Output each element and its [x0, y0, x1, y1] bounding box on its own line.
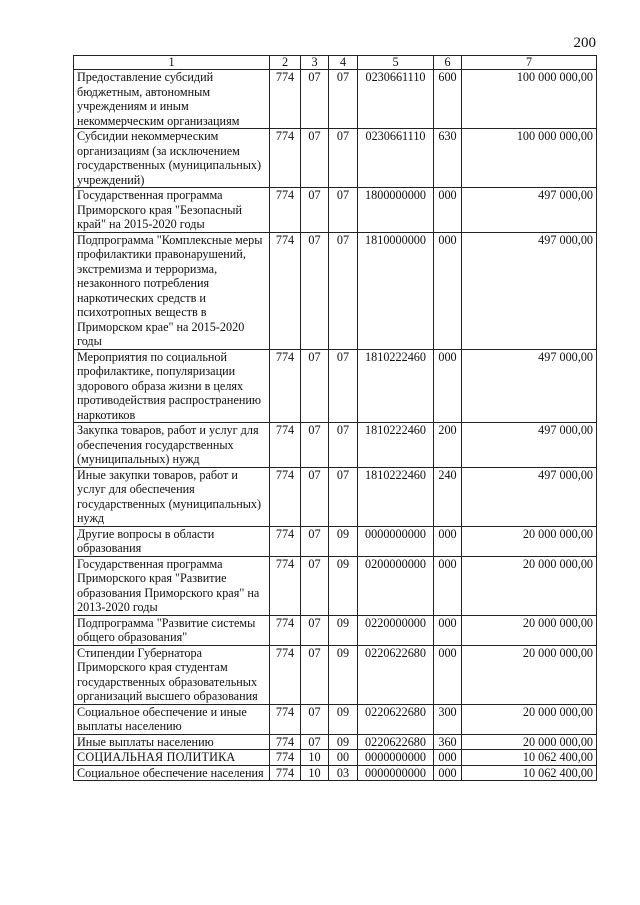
- target-article-code: 0220000000: [358, 615, 434, 645]
- subsection-code: 07: [329, 467, 358, 526]
- ministry-code: 774: [270, 704, 301, 734]
- page-number: 200: [573, 35, 596, 51]
- amount: 497 000,00: [462, 349, 597, 423]
- item-name: Социальное обеспечение населения: [74, 765, 270, 781]
- expense-type-code: 000: [434, 765, 462, 781]
- expense-type-code: 000: [434, 188, 462, 233]
- table-row: [74, 232, 597, 349]
- ministry-code: 774: [270, 526, 301, 556]
- section-code: 07: [301, 734, 329, 750]
- ministry-code: 774: [270, 70, 301, 129]
- item-name: Подпрограмма "Комплексные меры профилактики правонарушений, экстремизма и терроризма, незаконного потребления наркотических средств и психотропных веществ в Приморском крае" на 2015-2020 годы: [74, 232, 270, 349]
- target-article-code: 0200000000: [358, 556, 434, 615]
- target-article-code: 0000000000: [358, 750, 434, 766]
- section-code: 07: [301, 129, 329, 188]
- table-row: [74, 70, 597, 129]
- expense-type-code: 630: [434, 129, 462, 188]
- header-col-3: 3: [301, 56, 329, 70]
- table-row: [74, 556, 597, 615]
- ministry-code: 774: [270, 129, 301, 188]
- amount: 497 000,00: [462, 232, 597, 349]
- target-article-code: 1810222460: [358, 467, 434, 526]
- ministry-code: 774: [270, 645, 301, 704]
- section-code: 10: [301, 750, 329, 766]
- target-article-code: 0220622680: [358, 645, 434, 704]
- table-row: [74, 467, 597, 526]
- subsection-code: 09: [329, 704, 358, 734]
- ministry-code: 774: [270, 750, 301, 766]
- table-row: [74, 526, 597, 556]
- item-name: Мероприятия по социальной профилактике, популяризации здорового образа жизни в целях противодействия распространению наркотиков: [74, 349, 270, 423]
- target-article-code: 0230661110: [358, 70, 434, 129]
- section-code: 07: [301, 556, 329, 615]
- target-article-code: 0220622680: [358, 704, 434, 734]
- table-row: [74, 129, 597, 188]
- section-code: 07: [301, 467, 329, 526]
- item-name: Предоставление субсидий бюджетным, автономным учреждениям и иным некоммерческим организациям: [74, 70, 270, 129]
- expense-type-code: 000: [434, 645, 462, 704]
- item-name: Социальное обеспечение и иные выплаты населению: [74, 704, 270, 734]
- subsection-code: 07: [329, 70, 358, 129]
- table-row: [74, 734, 597, 750]
- item-name: Другие вопросы в области образования: [74, 526, 270, 556]
- subsection-code: 09: [329, 526, 358, 556]
- amount: 10 062 400,00: [462, 765, 597, 781]
- section-code: 07: [301, 188, 329, 233]
- table-row: [74, 423, 597, 468]
- section-code: 07: [301, 645, 329, 704]
- item-name: Субсидии некоммерческим организациям (за исключением государственных (муниципальных) учреждений): [74, 129, 270, 188]
- table-row: [74, 750, 597, 766]
- item-name: Государственная программа Приморского края "Безопасный край" на 2015-2020 годы: [74, 188, 270, 233]
- amount: 497 000,00: [462, 423, 597, 468]
- item-name: Государственная программа Приморского края "Развитие образования Приморского края" на 2013-2020 годы: [74, 556, 270, 615]
- expense-type-code: 600: [434, 70, 462, 129]
- header-row: [74, 56, 597, 70]
- expense-type-code: 300: [434, 704, 462, 734]
- budget-table: [73, 55, 597, 781]
- amount: 100 000 000,00: [462, 70, 597, 129]
- subsection-code: 09: [329, 615, 358, 645]
- target-article-code: 0000000000: [358, 526, 434, 556]
- ministry-code: 774: [270, 423, 301, 468]
- item-name: Стипендии Губернатора Приморского края студентам государственных образовательных организаций высшего образования: [74, 645, 270, 704]
- section-code: 07: [301, 423, 329, 468]
- amount: 20 000 000,00: [462, 615, 597, 645]
- ministry-code: 774: [270, 556, 301, 615]
- target-article-code: 0000000000: [358, 765, 434, 781]
- expense-type-code: 360: [434, 734, 462, 750]
- subsection-code: 07: [329, 349, 358, 423]
- amount: 20 000 000,00: [462, 556, 597, 615]
- target-article-code: 1800000000: [358, 188, 434, 233]
- amount: 497 000,00: [462, 188, 597, 233]
- ministry-code: 774: [270, 734, 301, 750]
- header-col-6: 6: [434, 56, 462, 70]
- amount: 20 000 000,00: [462, 645, 597, 704]
- ministry-code: 774: [270, 232, 301, 349]
- table-row: [74, 704, 597, 734]
- target-article-code: 0230661110: [358, 129, 434, 188]
- subsection-code: 07: [329, 129, 358, 188]
- header-col-2: 2: [270, 56, 301, 70]
- ministry-code: 774: [270, 188, 301, 233]
- ministry-code: 774: [270, 615, 301, 645]
- section-code: 07: [301, 232, 329, 349]
- amount: 497 000,00: [462, 467, 597, 526]
- target-article-code: 1810000000: [358, 232, 434, 349]
- subsection-code: 07: [329, 188, 358, 233]
- section-code: 07: [301, 349, 329, 423]
- header-col-1: 1: [74, 56, 270, 70]
- amount: 20 000 000,00: [462, 704, 597, 734]
- header-col-5: 5: [358, 56, 434, 70]
- item-name: Иные закупки товаров, работ и услуг для обеспечения государственных (муниципальных) нужд: [74, 467, 270, 526]
- target-article-code: 0220622680: [358, 734, 434, 750]
- table-row: [74, 349, 597, 423]
- section-code: 07: [301, 526, 329, 556]
- item-name: Закупка товаров, работ и услуг для обеспечения государственных (муниципальных) нужд: [74, 423, 270, 468]
- table-row: [74, 765, 597, 781]
- subsection-code: 03: [329, 765, 358, 781]
- expense-type-code: 240: [434, 467, 462, 526]
- expense-type-code: 000: [434, 615, 462, 645]
- amount: 10 062 400,00: [462, 750, 597, 766]
- table-row: [74, 615, 597, 645]
- section-code: 07: [301, 704, 329, 734]
- subsection-code: 00: [329, 750, 358, 766]
- table-row: [74, 188, 597, 233]
- subsection-code: 07: [329, 423, 358, 468]
- target-article-code: 1810222460: [358, 423, 434, 468]
- section-code: 07: [301, 70, 329, 129]
- item-name: Подпрограмма "Развитие системы общего образования": [74, 615, 270, 645]
- subsection-code: 07: [329, 232, 358, 349]
- item-name: Иные выплаты населению: [74, 734, 270, 750]
- expense-type-code: 200: [434, 423, 462, 468]
- section-code: 10: [301, 765, 329, 781]
- amount: 20 000 000,00: [462, 734, 597, 750]
- amount: 20 000 000,00: [462, 526, 597, 556]
- ministry-code: 774: [270, 467, 301, 526]
- target-article-code: 1810222460: [358, 349, 434, 423]
- ministry-code: 774: [270, 349, 301, 423]
- subsection-code: 09: [329, 556, 358, 615]
- subsection-code: 09: [329, 734, 358, 750]
- header-col-4: 4: [329, 56, 358, 70]
- expense-type-code: 000: [434, 556, 462, 615]
- amount: 100 000 000,00: [462, 129, 597, 188]
- header-col-7: 7: [462, 56, 597, 70]
- expense-type-code: 000: [434, 750, 462, 766]
- ministry-code: 774: [270, 765, 301, 781]
- expense-type-code: 000: [434, 349, 462, 423]
- subsection-code: 09: [329, 645, 358, 704]
- expense-type-code: 000: [434, 526, 462, 556]
- section-code: 07: [301, 615, 329, 645]
- table-row: [74, 645, 597, 704]
- item-name: СОЦИАЛЬНАЯ ПОЛИТИКА: [74, 750, 270, 766]
- expense-type-code: 000: [434, 232, 462, 349]
